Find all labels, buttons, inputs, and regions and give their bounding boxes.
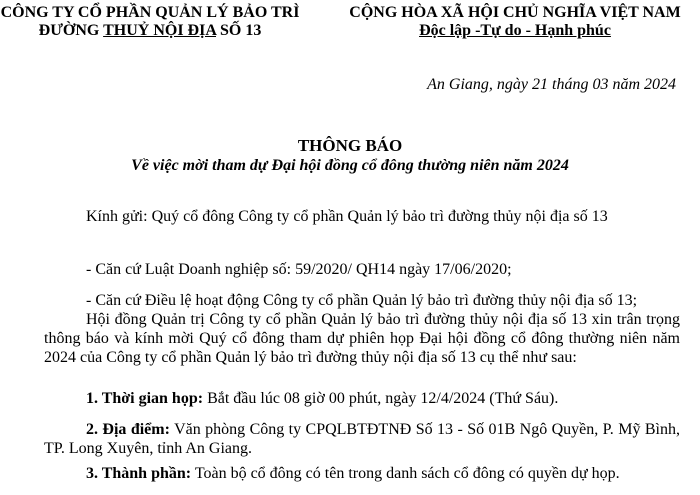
legal-basis-1: - Căn cứ Luật Doanh nghiệp số: 59/2020/ QH14 ngày 17/06/2020; — [86, 261, 512, 278]
item-text: Văn phòng Công ty CPQLBTĐTNĐ Số 13 - Số 01B Ngô Quyền, P. Mỹ Bình, TP. Long Xuyên, tỉnh An Giang. — [44, 421, 680, 457]
item-text: Bắt đầu lúc 08 giờ 00 phút, ngày 12/4/2024 (Thứ Sáu). — [203, 390, 559, 407]
company-name-line1: CÔNG TY CỔ PHẦN QUẢN LÝ BẢO TRÌ — [0, 4, 300, 21]
national-motto: Độc lập -Tự do - Hạnh phúc — [419, 22, 611, 39]
document-subtitle: Về việc mời tham dự Đại hội đồng cổ đông thường niên năm 2024 — [131, 157, 569, 174]
intro-paragraph: Hội đồng Quản trị Công ty cổ phần Quản lý bảo trì đường thủy nội địa số 13 xin trân trọng thông báo và kính mời Quý cổ đông tham dự phiên họp Đại hội đồng cổ đông thường niên năm 2024 của Công ty cổ phần Quản lý bảo trì đường thủy nội địa số 13 cụ thể như sau: — [44, 311, 680, 366]
recipient-line: Kính gửi: Quý cổ đông Công ty cổ phần Quản lý bảo trì đường thủy nội địa số 13 — [86, 208, 608, 225]
item-venue — [44, 420, 680, 458]
item-text: Toàn bộ cổ đông có tên trong danh sách cổ đông có quyền dự họp. — [191, 465, 620, 482]
item-label: 1. Thời gian họp: — [86, 390, 204, 407]
document-title: THÔNG BÁO — [297, 136, 403, 155]
legal-basis-2: - Căn cứ Điều lệ hoạt động Công ty cổ phần Quản lý bảo trì đường thủy nội địa số 13; — [86, 292, 638, 309]
item-label: 3. Thành phần: — [86, 465, 192, 482]
item-participants — [86, 464, 620, 483]
company-line2-underlined: THUỶ NỘI ĐỊA — [103, 22, 216, 39]
item-meeting-time — [86, 389, 558, 408]
company-name-line2 — [0, 22, 300, 40]
national-header — [330, 4, 700, 40]
nation-name: CỘNG HÒA XÃ HỘI CHỦ NGHĨA VIỆT NAM — [349, 4, 681, 21]
company-line2-pre: ĐƯỜNG — [38, 22, 104, 39]
company-name — [0, 4, 300, 40]
item-label: 2. Địa điểm: — [86, 421, 170, 438]
document-date: An Giang, ngày 21 tháng 03 năm 2024 — [427, 76, 676, 93]
company-line2-post: SỐ 13 — [216, 22, 262, 39]
